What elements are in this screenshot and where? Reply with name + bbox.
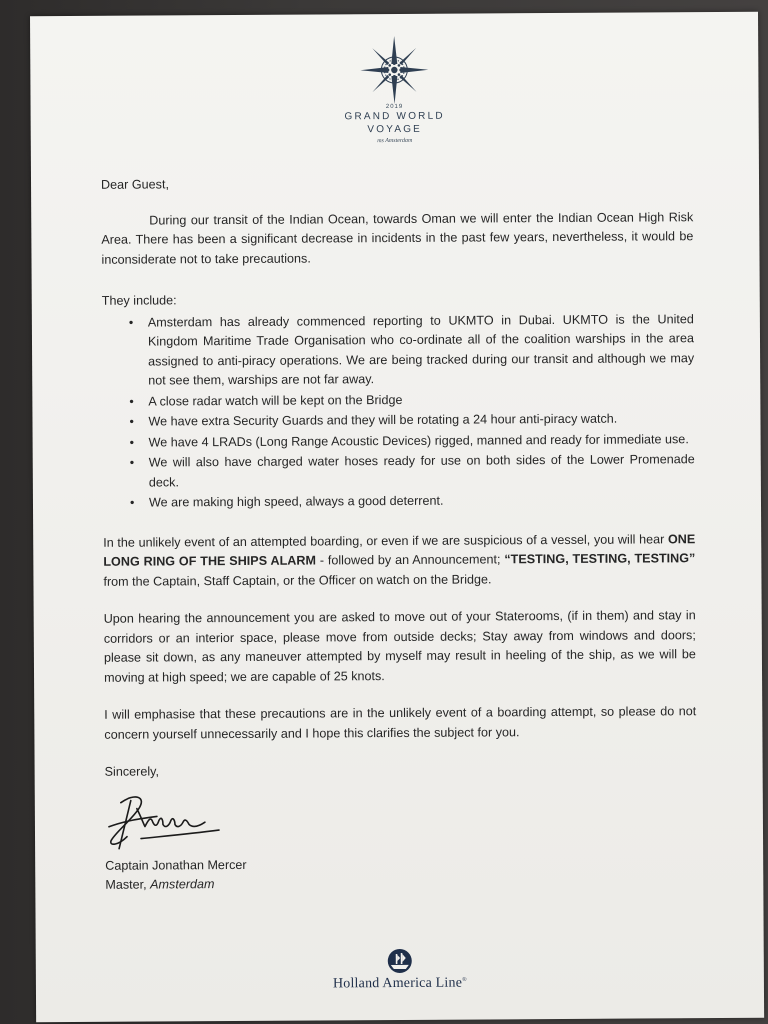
company-name: Holland America Line®: [332, 975, 467, 992]
voyage-title-line2: VOYAGE: [367, 123, 423, 136]
voyage-ship: ms Amsterdam: [377, 137, 413, 145]
instructions-paragraph: Upon hearing the announcement you are asked to move out of your Staterooms, (if in them) and stay in corridors or an interior space, please move from outside decks; Stay away from windows and doors; please sit down, as any maneuver attempted by myself may result in heeling of the ship, as we will be moving at high speed; we are capable of 25 knots.: [103, 608, 696, 685]
signer-ship: Amsterdam: [150, 877, 215, 892]
trademark: ®: [462, 976, 467, 983]
list-item: • We have extra Security Guards and they will be rotating a 24 hour anti-piracy watch.: [148, 409, 694, 432]
signer-name: Captain Jonathan Mercer: [105, 857, 247, 873]
list-item: • We will also have charged water hoses ready for use on both sides of the Lower Promenade deck.: [129, 452, 695, 490]
bullet-icon: •: [129, 495, 135, 510]
salutation: Dear Guest,: [100, 177, 169, 192]
list-item: • We have 4 LRADs (Long Range Acoustic Devices) rigged, manned and ready for immediate use.: [149, 430, 695, 453]
bullet-icon: •: [129, 435, 135, 450]
signature: [101, 786, 231, 857]
alarm-paragraph: In the unlikely event of an attempted boarding, or even if we are suspicious of a vessel, you will hear ONE LONG RING OF THE SHIPS ALARM - followed by an Announcement; “TESTING, TESTING, TESTING” from the Captain, Staff Captain, or the Officer on watch on the Bridge.: [103, 531, 696, 589]
bullet-icon: •: [129, 414, 134, 429]
compass-rose-icon: [358, 34, 430, 106]
list-item: • Amsterdam has already commenced reporting to UKMTO in Dubai. UKMTO is the United Kingdom Maritime Trade Organisation who co-ordinate all of the coalition warships in the area assigned to anti-piracy operations. We are being tracked during our transit and although we may not see them, warships are not far away.: [128, 311, 695, 388]
letter-footer: [36, 946, 764, 994]
alarm-emphasis: ONE LONG RING OF THE SHIPS ALARM: [103, 531, 696, 569]
intro-paragraph: During our transit of the Indian Ocean, towards Oman we will enter the Indian Ocean High Risk Area. There has been a significant decrease in incidents in the past few years, nevertheless, it would be inconsiderate not to take precautions.: [101, 209, 694, 267]
announcement-emphasis: “TESTING, TESTING, TESTING”: [504, 551, 696, 567]
voyage-title-line1: GRAND WORLD: [344, 110, 445, 123]
letter-page: [30, 12, 764, 1022]
list-item: • We are making high speed, always a good deterrent.: [149, 490, 695, 513]
bullet-icon: •: [129, 455, 135, 470]
list-item: • A close radar watch will be kept on the Bridge: [148, 389, 694, 412]
ship-globe-icon: [387, 948, 413, 974]
signer-title: Master, Amsterdam: [105, 877, 215, 892]
bullet-icon: •: [129, 394, 134, 409]
closing: Sincerely,: [104, 764, 160, 779]
measures-heading: They include:: [101, 293, 177, 308]
bullet-icon: •: [128, 315, 134, 330]
letterhead: [30, 32, 759, 146]
voyage-year: 2019: [385, 103, 404, 111]
measures-list: [102, 310, 695, 514]
letter-body: [101, 172, 697, 895]
reassurance-paragraph: I will emphasise that these precautions are in the unlikely event of a boarding attempt, so please do not concern yourself unnecessarily and I hope this clarifies the subject for you.: [104, 704, 697, 742]
